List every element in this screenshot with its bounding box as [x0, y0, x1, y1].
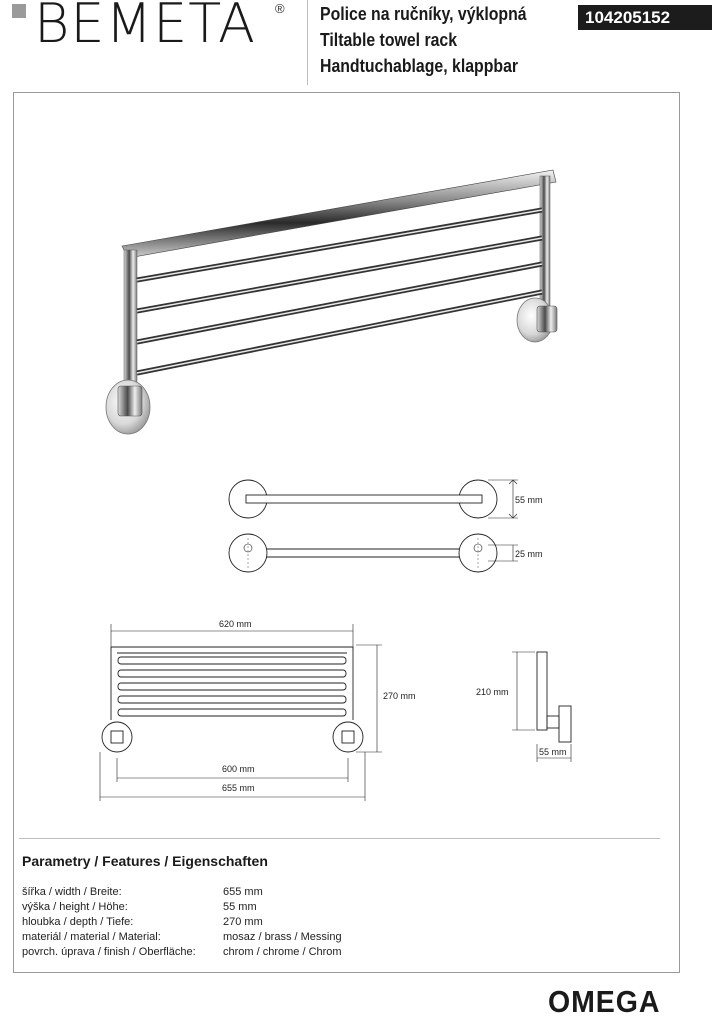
spec-value: mosaz / brass / Messing [223, 931, 342, 943]
top-bar-outline [246, 495, 482, 503]
spec-value: 270 mm [223, 916, 263, 928]
spec-value: chrom / chrome / Chrom [223, 946, 342, 958]
title-english: Tiltable towel rack [320, 30, 458, 50]
rail-outline [118, 670, 346, 677]
dim-front-top-width: 620 mm [219, 619, 252, 629]
flange-outline [333, 722, 363, 752]
top-view-drawing-2 [229, 534, 518, 572]
spec-row-depth [22, 915, 342, 930]
rail-outline [118, 709, 346, 716]
product-code-badge: 104205152 [578, 5, 712, 30]
rail-outline [118, 683, 346, 690]
hinge-right [537, 306, 557, 332]
dim-top-view-depth: 25 mm [515, 549, 543, 559]
product-photo [106, 170, 557, 434]
rail-outline [118, 657, 346, 664]
spec-row-width [22, 885, 342, 900]
series-name: OMEGA [548, 984, 661, 1019]
dim-front-height: 270 mm [383, 691, 416, 701]
spec-label: šířka / width / Breite: [22, 886, 122, 898]
spec-label: hloubka / depth / Tiefe: [22, 916, 134, 928]
registered-mark: ® [275, 1, 285, 16]
dim-front-bar-width: 600 mm [222, 764, 255, 774]
side-view-drawing [512, 652, 571, 762]
side-post-outline [537, 652, 547, 730]
features-divider [19, 838, 660, 839]
features-title: Parametry / Features / Eigenschaften [22, 853, 268, 869]
dim-top-view-height: 55 mm [515, 495, 543, 505]
flange-outline [102, 722, 132, 752]
rack-left-post [124, 250, 137, 400]
dim-side-depth: 55 mm [539, 747, 567, 757]
spec-value: 655 mm [223, 886, 263, 898]
side-bracket-outline [559, 706, 571, 742]
hinge-left [118, 386, 142, 416]
dim-front-overall-width: 655 mm [222, 783, 255, 793]
spec-row-finish [22, 945, 342, 960]
dim-side-height: 210 mm [476, 687, 509, 697]
top-view-drawing [229, 480, 518, 518]
spec-value: 55 mm [223, 901, 257, 913]
spec-label: výška / height / Höhe: [22, 901, 128, 913]
title-german: Handtuchablage, klappbar [320, 56, 519, 76]
front-view-drawing [100, 624, 382, 801]
spec-label: povrch. úprava / finish / Oberfläche: [22, 946, 196, 958]
brand-logo: BEMETA [34, 0, 256, 55]
spec-label: materiál / material / Material: [22, 931, 161, 943]
spec-table [22, 885, 342, 960]
spec-row-material [22, 930, 342, 945]
rail-outline [118, 696, 346, 703]
spec-row-height [22, 900, 342, 915]
title-czech: Police na ručníky, výklopná [320, 4, 527, 24]
